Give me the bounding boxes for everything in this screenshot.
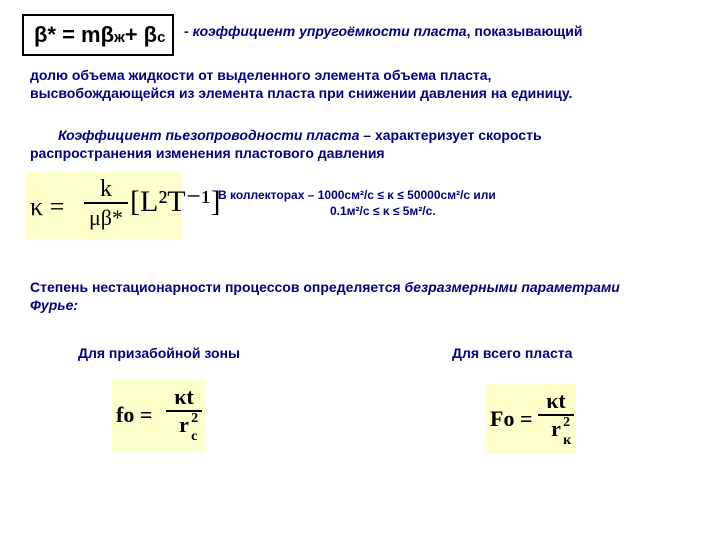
para1-line2: высвобождающейся из элемента пласта при снижении давления на единицу. — [30, 85, 573, 101]
beta-sub-zh: ж — [114, 28, 125, 46]
para3-line1 — [30, 278, 710, 296]
Fo-den-r: r — [551, 416, 561, 441]
para3-term: безразмерными параметрами — [404, 279, 620, 295]
fo-fraction — [166, 384, 202, 444]
para2-line2: распространения изменения пластового давления — [30, 145, 385, 161]
zone-label-right: Для всего пласта — [452, 345, 573, 361]
beta-desc-rest: , показывающий — [466, 23, 583, 39]
beta-lhs: β* = mβ — [34, 22, 115, 47]
Fo-numerator: κt — [546, 388, 566, 413]
kappa-denominator: μβ* — [89, 205, 123, 230]
beta-plus: + β — [124, 22, 158, 47]
kappa-fraction — [84, 176, 128, 232]
para2-rest: – характеризует скорость — [359, 127, 542, 143]
fo-formula — [112, 380, 206, 452]
Fo-den-sub: к — [563, 433, 572, 448]
fo-den-sub: c — [191, 429, 198, 444]
beta-description — [184, 22, 582, 40]
zone-label-left: Для призабойной зоны — [78, 345, 240, 361]
fo-lhs: fo = — [116, 402, 153, 427]
collectors-line2: 0.1м²/с ≤ κ ≤ 5м²/с. — [330, 204, 436, 218]
para1-line1: долю объема жидкости от выделенного элемента объема пласта, — [30, 67, 492, 83]
para3-normal: Степень нестационарности процессов определяется — [30, 279, 405, 295]
beta-term: коэффициент упругоёмкости пласта — [192, 23, 467, 39]
kappa-lhs: κ = — [30, 192, 65, 221]
collectors-line1: В коллекторах – 1000см²/с ≤ κ ≤ 50000см²/с или — [218, 188, 496, 202]
beta-sub-c: c — [157, 28, 166, 46]
Fo-denominator — [551, 415, 572, 448]
fo-den-sup: 2 — [191, 411, 199, 426]
Fo-formula — [486, 384, 576, 454]
para2-line1 — [58, 126, 542, 144]
fo-den-r: r — [179, 412, 189, 437]
para3-line2: Фурье: — [30, 297, 79, 313]
kappa-numerator: k — [100, 176, 112, 202]
Fo-lhs: Fo = — [490, 406, 533, 431]
beta-formula — [22, 14, 174, 56]
fo-denominator — [179, 411, 199, 444]
fo-numerator: κt — [174, 384, 194, 409]
para2-term: Коэффициент пьезопроводности пласта — [58, 127, 360, 143]
beta-dash: - — [184, 23, 189, 39]
Fo-den-sup: 2 — [563, 415, 571, 430]
kappa-units: [L²T⁻¹] — [130, 185, 221, 218]
Fo-fraction — [538, 388, 574, 448]
kappa-formula — [26, 172, 221, 240]
